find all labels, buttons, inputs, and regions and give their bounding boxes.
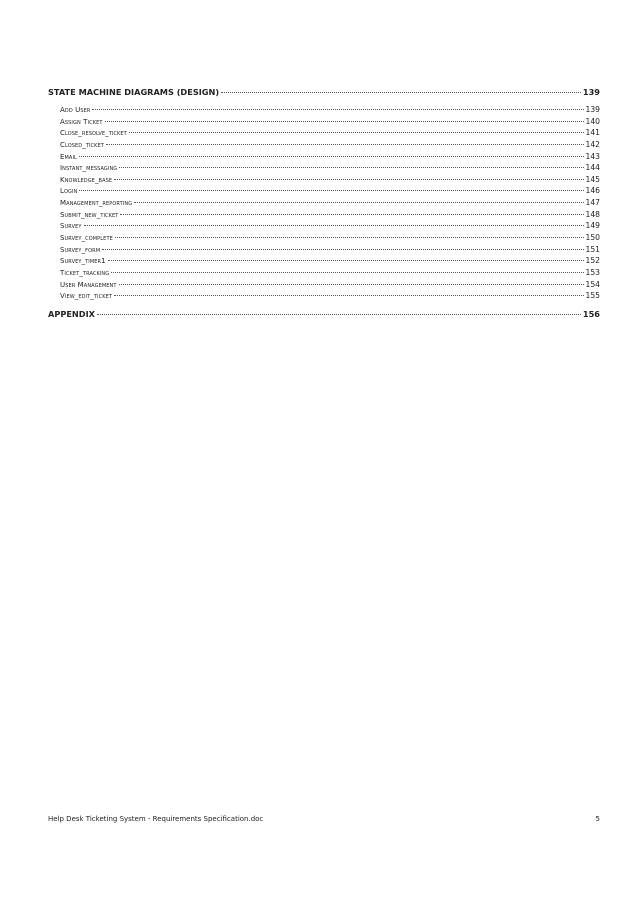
toc-dot-leader: [115, 237, 584, 238]
page-footer: [48, 815, 600, 823]
table-of-contents: [48, 86, 600, 320]
toc-entry-title: Ticket_tracking: [60, 268, 110, 277]
toc-entry-title: User Management: [60, 280, 117, 289]
toc-dot-leader: [134, 202, 583, 203]
toc-entry-page: 151: [585, 244, 600, 254]
toc-entry[interactable]: [48, 255, 600, 267]
toc-entry-title: Email: [60, 152, 77, 161]
footer-document-name: Help Desk Ticketing System - Requirements Specification.doc: [48, 815, 264, 823]
toc-dot-leader: [221, 92, 581, 93]
toc-entry-page: 143: [585, 151, 600, 161]
toc-entry-title: Survey_form: [60, 245, 101, 254]
toc-entry-page: 142: [585, 139, 600, 149]
toc-entry[interactable]: [48, 220, 600, 232]
toc-heading-title: APPENDIX: [48, 308, 95, 319]
toc-entry-page: 141: [585, 128, 600, 138]
toc-entry-page: 155: [585, 291, 600, 301]
toc-entry-title: Login: [60, 187, 78, 196]
toc-entry[interactable]: [48, 139, 600, 151]
toc-entry-page: 146: [585, 186, 600, 196]
toc-entry-page: 150: [585, 233, 600, 243]
toc-dot-leader: [102, 249, 583, 250]
toc-entry[interactable]: [48, 197, 600, 209]
toc-dot-leader: [129, 132, 584, 133]
toc-heading-appendix[interactable]: [48, 308, 600, 320]
toc-entry-title: Submit_new_ticket: [60, 210, 119, 219]
toc-entry[interactable]: [48, 151, 600, 163]
toc-entry-page: 140: [585, 116, 600, 126]
toc-entry-page: 154: [585, 279, 600, 289]
toc-dot-leader: [84, 225, 584, 226]
toc-entry[interactable]: [48, 127, 600, 139]
toc-dot-leader: [92, 109, 583, 110]
toc-entry-title: Survey_complete: [60, 234, 113, 243]
toc-entry-title: Management_reporting: [60, 199, 133, 208]
toc-entry-title: Add User: [60, 106, 91, 114]
toc-heading-state-machine-diagrams[interactable]: [48, 86, 600, 98]
toc-entry[interactable]: [48, 244, 600, 256]
toc-entry-title: Closed_ticket: [60, 140, 104, 149]
toc-dot-leader: [114, 179, 583, 180]
toc-entry[interactable]: [48, 267, 600, 279]
toc-entry-title: Survey_timer1: [60, 257, 106, 266]
footer-page-number: 5: [595, 815, 600, 823]
toc-dot-leader: [120, 214, 583, 215]
toc-heading-page: 156: [582, 308, 600, 319]
toc-heading-title: STATE MACHINE DIAGRAMS (DESIGN): [48, 87, 220, 97]
toc-entry-page: 139: [585, 105, 600, 114]
toc-entry-page: 147: [585, 198, 600, 208]
toc-dot-leader: [108, 260, 584, 261]
toc-entry-title: Survey: [60, 222, 82, 231]
toc-entry[interactable]: [48, 116, 600, 128]
toc-entry[interactable]: [48, 174, 600, 186]
toc-dot-leader: [106, 144, 584, 145]
toc-entry-title: View_edit_ticket: [60, 292, 113, 301]
toc-dot-leader: [97, 314, 581, 315]
toc-entry-title: Close_resolve_ticket: [60, 129, 127, 138]
toc-entry-title: Knowledge_base: [60, 175, 113, 184]
toc-entry-page: 145: [585, 174, 600, 184]
toc-entry-page: 153: [585, 267, 600, 277]
toc-heading-page: 139: [582, 87, 600, 97]
toc-dot-leader: [119, 167, 583, 168]
toc-entry[interactable]: [48, 185, 600, 197]
toc-dot-leader: [79, 156, 584, 157]
toc-entry-page: 144: [585, 163, 600, 173]
toc-dot-leader: [79, 190, 583, 191]
toc-entry[interactable]: [48, 232, 600, 244]
toc-entry[interactable]: [48, 290, 600, 302]
toc-dot-leader: [119, 284, 584, 285]
toc-entry[interactable]: [48, 279, 600, 291]
toc-entry-title: Instant_messaging: [60, 164, 118, 173]
toc-entry-page: 149: [585, 221, 600, 231]
toc-entry-page: 152: [585, 256, 600, 266]
toc-dot-leader: [111, 272, 583, 273]
toc-entry-page: 148: [585, 209, 600, 219]
toc-entry[interactable]: [48, 162, 600, 174]
toc-entry-title: Assign Ticket: [60, 117, 103, 126]
toc-dot-leader: [114, 295, 583, 296]
toc-dot-leader: [105, 121, 584, 122]
toc-entry[interactable]: [48, 209, 600, 221]
toc-entry[interactable]: [48, 104, 600, 116]
